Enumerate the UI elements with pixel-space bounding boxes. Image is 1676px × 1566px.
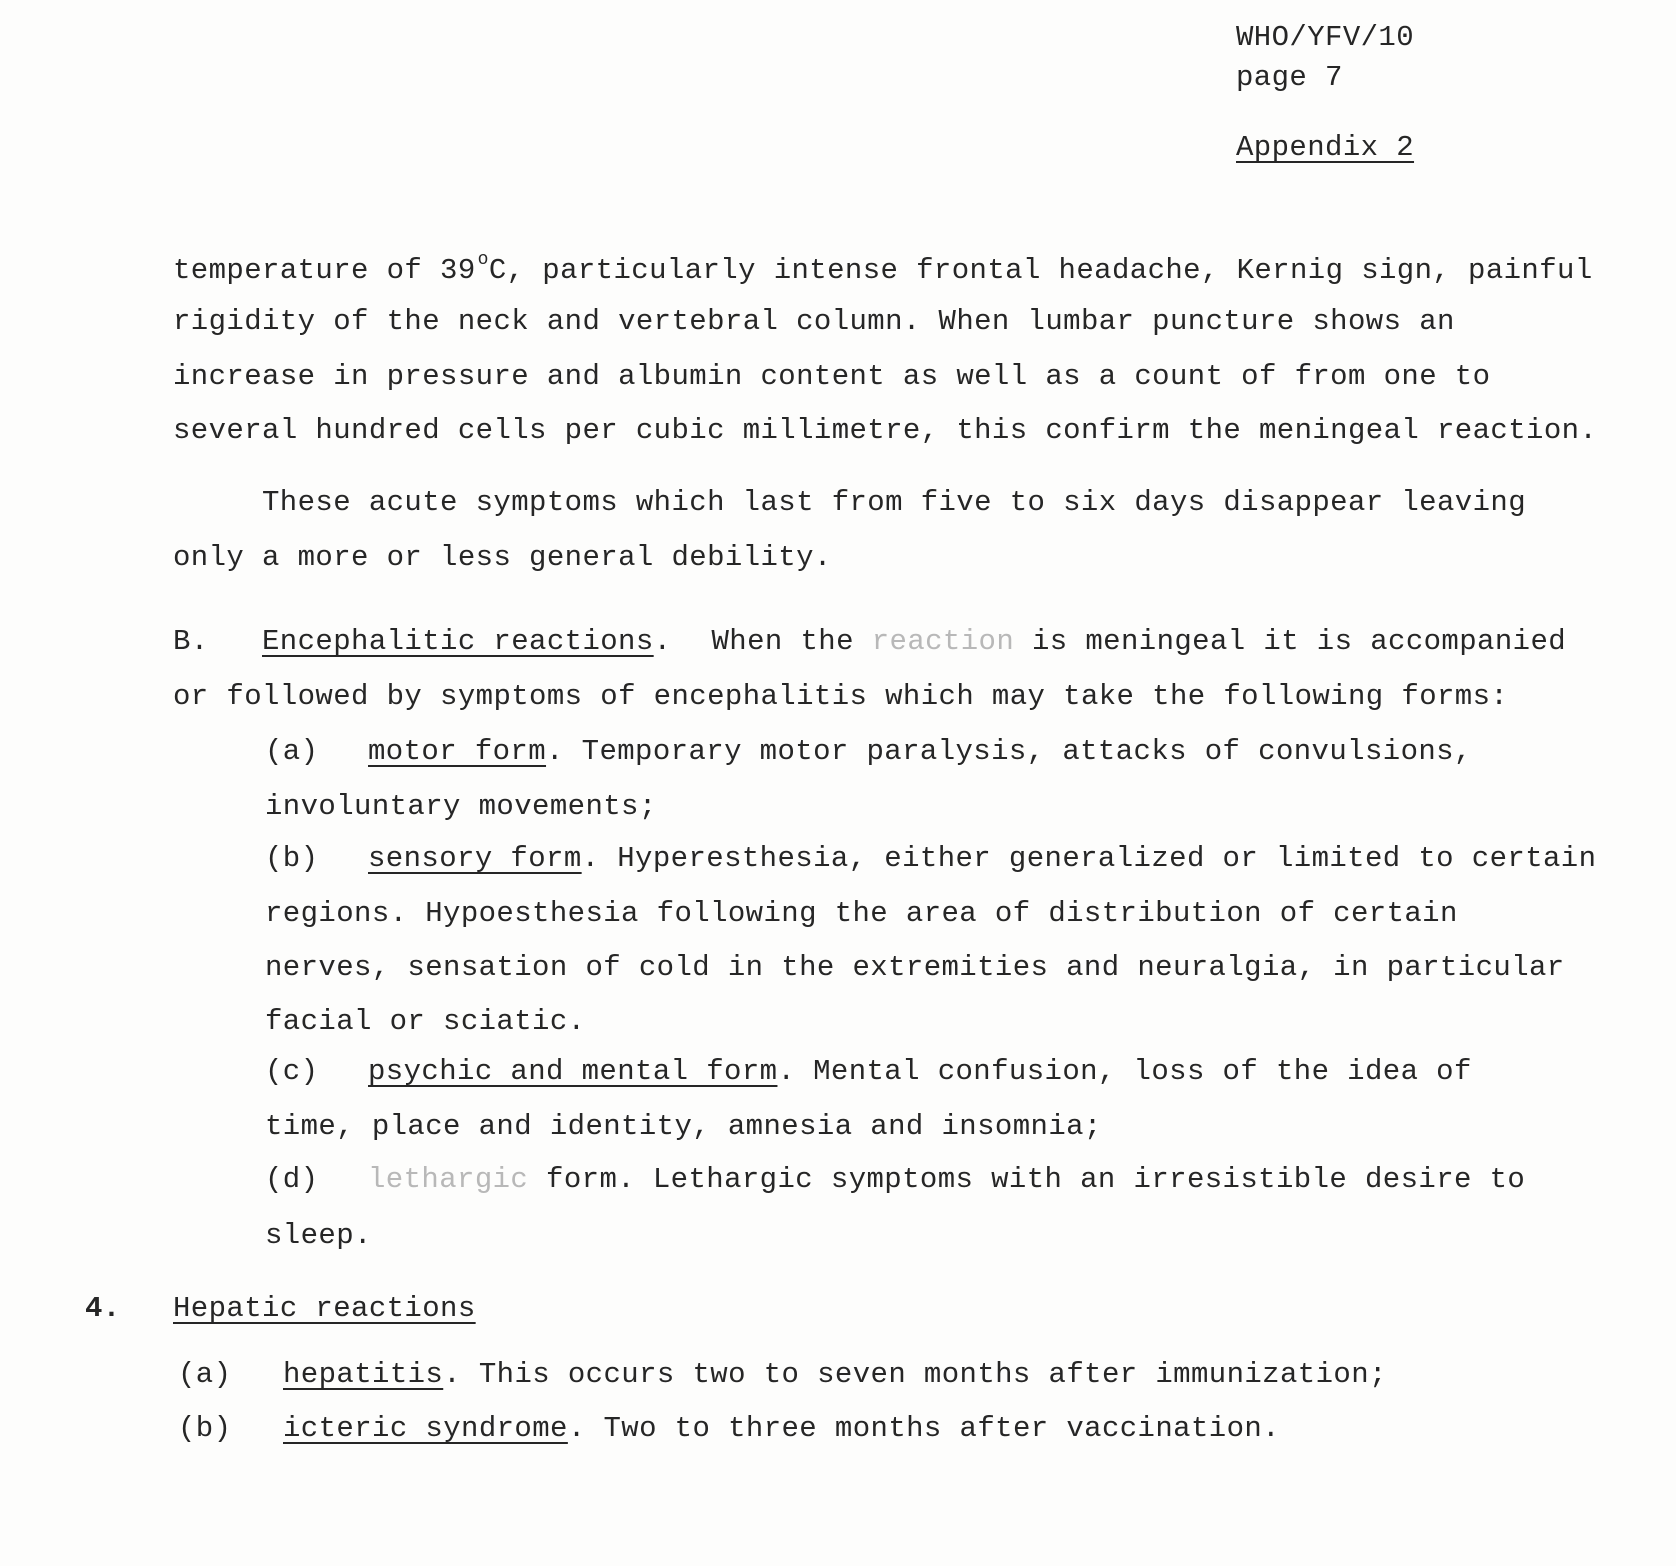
para2-line1: These acute symptoms which last from five to six days disappear leaving xyxy=(262,486,1527,519)
item-b-line2: regions. Hypoesthesia following the area of distribution of certain xyxy=(265,897,1458,930)
item-b-line3: nerves, sensation of cold in the extremities and neuralgia, in particular xyxy=(265,951,1565,984)
document-header xyxy=(1236,18,1414,168)
para1-line4: several hundred cells per cubic millimetre, this confirm the meningeal reaction. xyxy=(173,414,1598,447)
hepatic-item-b-title: icteric syndrome xyxy=(283,1412,568,1445)
item-d-line1: lethargic form. Lethargic symptoms with an irresistible desire to xyxy=(368,1163,1526,1196)
hepatic-item-b-marker: (b) xyxy=(178,1412,232,1445)
item-b-title: sensory form xyxy=(368,842,582,875)
para1-line2: rigidity of the neck and vertebral column. When lumbar puncture shows an xyxy=(173,305,1455,338)
section-b-marker: B. xyxy=(173,625,209,658)
section-4-heading: Hepatic reactions xyxy=(173,1292,476,1325)
para1-line1: temperature of 39 $^o$C, particularly intense frontal headache, Kernig sign, painful xyxy=(173,250,1593,287)
item-a-title: motor form xyxy=(368,735,547,768)
item-d-title: lethargic xyxy=(368,1163,529,1196)
hepatic-item-a-marker: (a) xyxy=(178,1358,232,1391)
section-4-number: 4. xyxy=(85,1292,121,1325)
para2-line2: only a more or less general debility. xyxy=(173,541,832,574)
page-number: page 7 xyxy=(1236,61,1343,94)
item-a-line2: involuntary movements; xyxy=(265,790,657,823)
item-b-line4: facial or sciatic. xyxy=(265,1005,586,1038)
section-b-heading: Encephalitic reactions xyxy=(262,625,654,658)
degree-symbol: o xyxy=(477,250,489,270)
item-c-title: psychic and mental form xyxy=(368,1055,778,1088)
item-b-line1: sensory form. Hyperesthesia, either generalized or limited to certain xyxy=(368,842,1597,875)
section-b-line2: or followed by symptoms of encephalitis which may take the following forms: xyxy=(173,680,1509,713)
item-c-marker: (c) xyxy=(265,1055,319,1088)
item-d-marker: (d) xyxy=(265,1163,319,1196)
para1-line3: increase in pressure and albumin content as well as a count of from one to xyxy=(173,360,1491,393)
section-b-line1: Encephalitic reactions. When the reaction is meningeal it is accompanied xyxy=(262,625,1567,658)
item-d-line2: sleep. xyxy=(265,1219,372,1252)
hepatic-item-a-line: hepatitis. This occurs two to seven months after immunization; xyxy=(283,1358,1387,1391)
hepatic-item-a-title: hepatitis xyxy=(283,1358,444,1391)
item-a-line1: motor form. Temporary motor paralysis, attacks of convulsions, xyxy=(368,735,1472,768)
item-c-line2: time, place and identity, amnesia and insomnia; xyxy=(265,1110,1102,1143)
appendix-label: Appendix 2 xyxy=(1236,131,1415,164)
item-c-line1: psychic and mental form. Mental confusion, loss of the idea of xyxy=(368,1055,1472,1088)
hepatic-item-b-line: icteric syndrome. Two to three months after vaccination. xyxy=(283,1412,1280,1445)
document-code: WHO/YFV/10 xyxy=(1236,21,1415,54)
item-a-marker: (a) xyxy=(265,735,319,768)
item-b-marker: (b) xyxy=(265,842,319,875)
